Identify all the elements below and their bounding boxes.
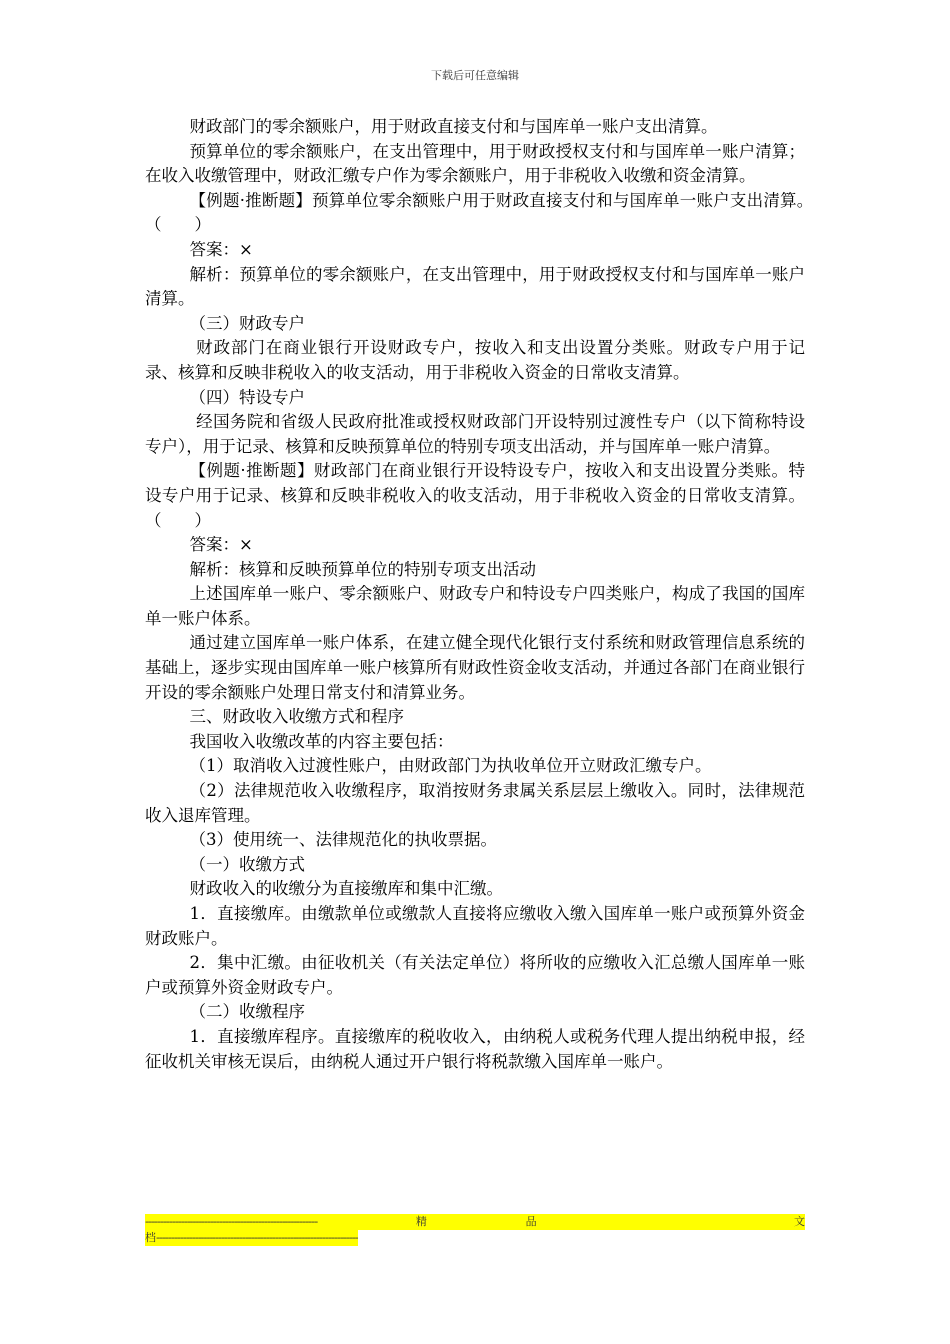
paragraph: 上述国库单一账户、零余额账户、财政专户和特设专户四类账户，构成了我国的国库单一账户体系。 [145,584,805,628]
paragraph: 财政部门的零余额账户，用于财政直接支付和与国库单一账户支出清算。 [189,117,718,136]
paragraph: 解析：核算和反映预算单位的特别专项支出活动 [189,559,537,579]
paragraph: 【例题·推断题】财政部门在商业银行开设特设专户，按收入和支出设置分类账。特设专户用于记录、核算和反映非税收入的收支活动，用于非税收入资金的日常收支清算。（ ） [145,461,805,530]
paragraph: 财政部门在商业银行开设财政专户，按收入和支出设置分类账。财政专户用于记录、核算和反映非税收入的收支活动，用于非税收入资金的日常收支清算。 [145,338,805,382]
footer-dashes: -------------------------------------------------------------------- [156,1231,358,1244]
footer-word: 档 [145,1231,156,1244]
footer-word: 文 [793,1215,805,1228]
list-item: 1．直接缴库程序。直接缴库的税收收入，由纳税人或税务代理人提出纳税申报，经征收机关审核无误后，由纳税人通过开户银行将税款缴入国库单一账户。 [145,1026,805,1071]
paragraph: 预算单位的零余额账户，在支出管理中，用于财政授权支付和与国库单一账户清算；在收入收缴管理中，财政汇缴专户作为零余额账户，用于非税收入收缴和资金清算。 [145,141,805,186]
footer-word: 品 [525,1215,537,1228]
section-heading: 三、财政收入收缴方式和程序 [189,707,405,727]
paragraph: 答案：× [189,239,253,259]
section-heading: （三）财政专户 [189,313,306,333]
section-heading: （二）收缴程序 [189,1002,306,1022]
paragraph: 我国收入收缴改革的内容主要包括： [189,731,454,751]
page-header: 下载后可任意编辑 [431,69,519,82]
list-item: （2）法律规范收入收缴程序，取消按财务隶属关系层层上缴收入。同时，法律规范收入退库管理。 [145,781,805,825]
paragraph: 财政收入的收缴分为直接缴库和集中汇缴。 [189,879,504,899]
paragraph: 通过建立国库单一账户体系，在建立健全现代化银行支付系统和财政管理信息系统的基础上，逐步实现由国库单一账户核算所有财政性资金收支活动，并通过各部门在商业银行开设的零余额账户处理日常支付和清算业务。 [145,633,805,702]
paragraph: 【例题·推断题】预算单位零余额账户用于财政直接支付和与国库单一账户支出清算。 （ ） [145,190,838,235]
footer-row [145,1214,805,1230]
document-body [145,115,838,1074]
paragraph: 答案：× [189,535,253,555]
paragraph: 经国务院和省级人民政府批准或授权财政部门开设特别过渡性专户（以下简称特设专户），用于记录、核算和反映预算单位的特别专项支出活动，并与国库单一账户清算。 [145,412,805,456]
list-item: 2．集中汇缴。由征收机关（有关法定单位）将所收的应缴收入汇总缴人国库单一账户或预算外资金财政专户。 [145,953,805,997]
list-item: （3）使用统一、法律规范化的执收票据。 [189,830,498,850]
section-heading: （四）特设专户 [189,387,306,407]
list-item: 1．直接缴库。由缴款单位或缴款人直接将应缴收入缴入国库单一账户或预算外资金财政账户。 [145,904,805,948]
page-footer-banner [145,1214,805,1251]
section-heading: （一）收缴方式 [189,854,306,874]
footer-row [145,1230,358,1246]
list-item: （1）取消收入过渡性账户，由财政部门为执收单位开立财政汇缴专户。 [189,756,712,776]
footer-dashes: ---------------------------------------------------------- [145,1215,318,1228]
footer-word: 精 [415,1215,427,1228]
paragraph: 解析：预算单位的零余额账户，在支出管理中，用于财政授权支付和与国库单一账户清算。 [145,264,805,309]
